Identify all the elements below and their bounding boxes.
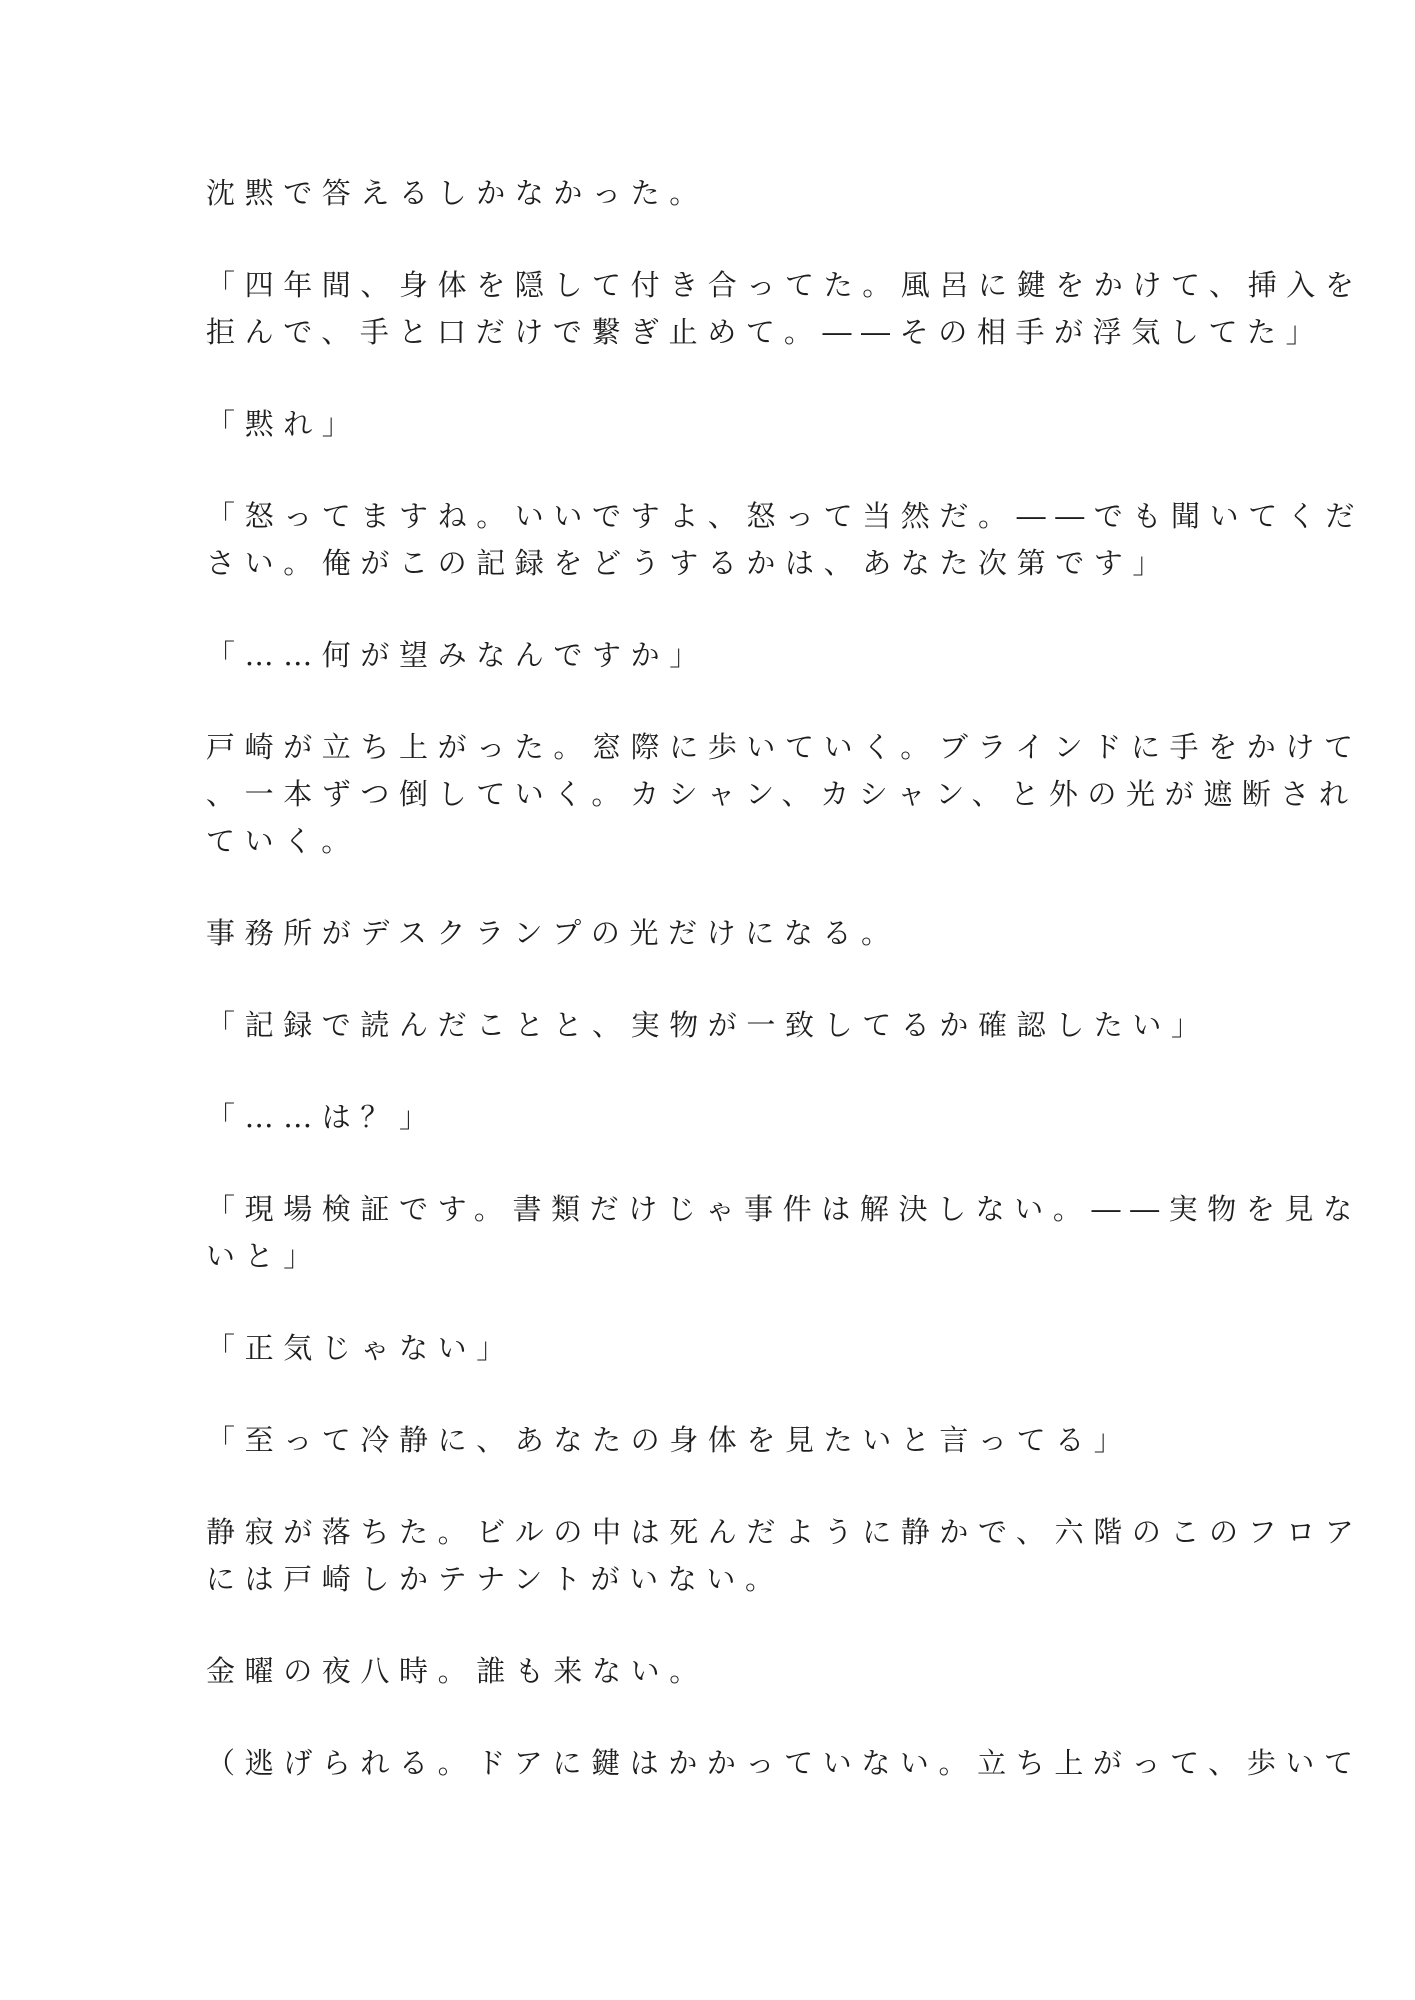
text-line: さい。俺がこの記録をどうするかは、あなた次第です」: [206, 546, 1172, 580]
text-line: （逃げられる。ドアに鍵はかかっていない。立ち上がって、歩いて: [206, 1746, 1363, 1780]
text-line: 「怒ってますね。いいですよ、怒って当然だ。――でも聞いてくだ: [206, 499, 1365, 533]
text-line: 、一本ずつ倒していく。カシャン、カシャン、と外の光が遮断され: [206, 777, 1358, 811]
text-line: 戸崎が立ち上がった。窓際に歩いていく。ブラインドに手をかけて: [206, 730, 1363, 764]
text-line: 「……何が望みなんですか」: [206, 638, 708, 672]
paragraph: [206, 1740, 1363, 1787]
paragraph: [206, 1186, 1362, 1280]
text-line: 「記録で読んだことと、実物が一致してるか確認したい」: [206, 1008, 1210, 1042]
paragraph: [206, 1417, 1206, 1464]
paragraph: [206, 1094, 1206, 1141]
text-line: 「現場検証です。書類だけじゃ事件は解決しない。――実物を見な: [206, 1192, 1362, 1226]
text-line: 拒んで、手と口だけで繋ぎ止めて。――その相手が浮気してた」: [206, 315, 1325, 349]
paragraph: [206, 1509, 1364, 1603]
paragraph: [206, 632, 1206, 679]
paragraph: [206, 1648, 1206, 1695]
paragraph: [206, 1325, 1206, 1372]
text-line: 「……は？」: [206, 1100, 438, 1134]
text-line: 沈黙で答えるしかなかった。: [206, 176, 708, 210]
paragraph: [206, 493, 1365, 587]
text-line: いと」: [206, 1239, 322, 1273]
paragraph: [206, 910, 1206, 957]
document-body: [206, 170, 1365, 1832]
paragraph: [206, 262, 1364, 356]
text-line: 「正気じゃない」: [206, 1331, 515, 1365]
text-line: 金曜の夜八時。誰も来ない。: [206, 1654, 708, 1688]
text-line: には戸崎しかテナントがいない。: [206, 1562, 784, 1596]
paragraph: [206, 724, 1363, 865]
text-line: ていく。: [206, 824, 360, 858]
text-line: 事務所がデスクランプの光だけになる。: [206, 916, 900, 950]
text-line: 静寂が落ちた。ビルの中は死んだように静かで、六階のこのフロア: [206, 1515, 1364, 1549]
text-line: 「四年間、身体を隠して付き合ってた。風呂に鍵をかけて、挿入を: [206, 268, 1364, 302]
text-line: 「至って冷静に、あなたの身体を見たいと言ってる」: [206, 1423, 1133, 1457]
paragraph: [206, 1002, 1210, 1049]
text-line: 「黙れ」: [206, 407, 361, 441]
paragraph: [206, 170, 1206, 217]
paragraph: [206, 401, 1206, 448]
